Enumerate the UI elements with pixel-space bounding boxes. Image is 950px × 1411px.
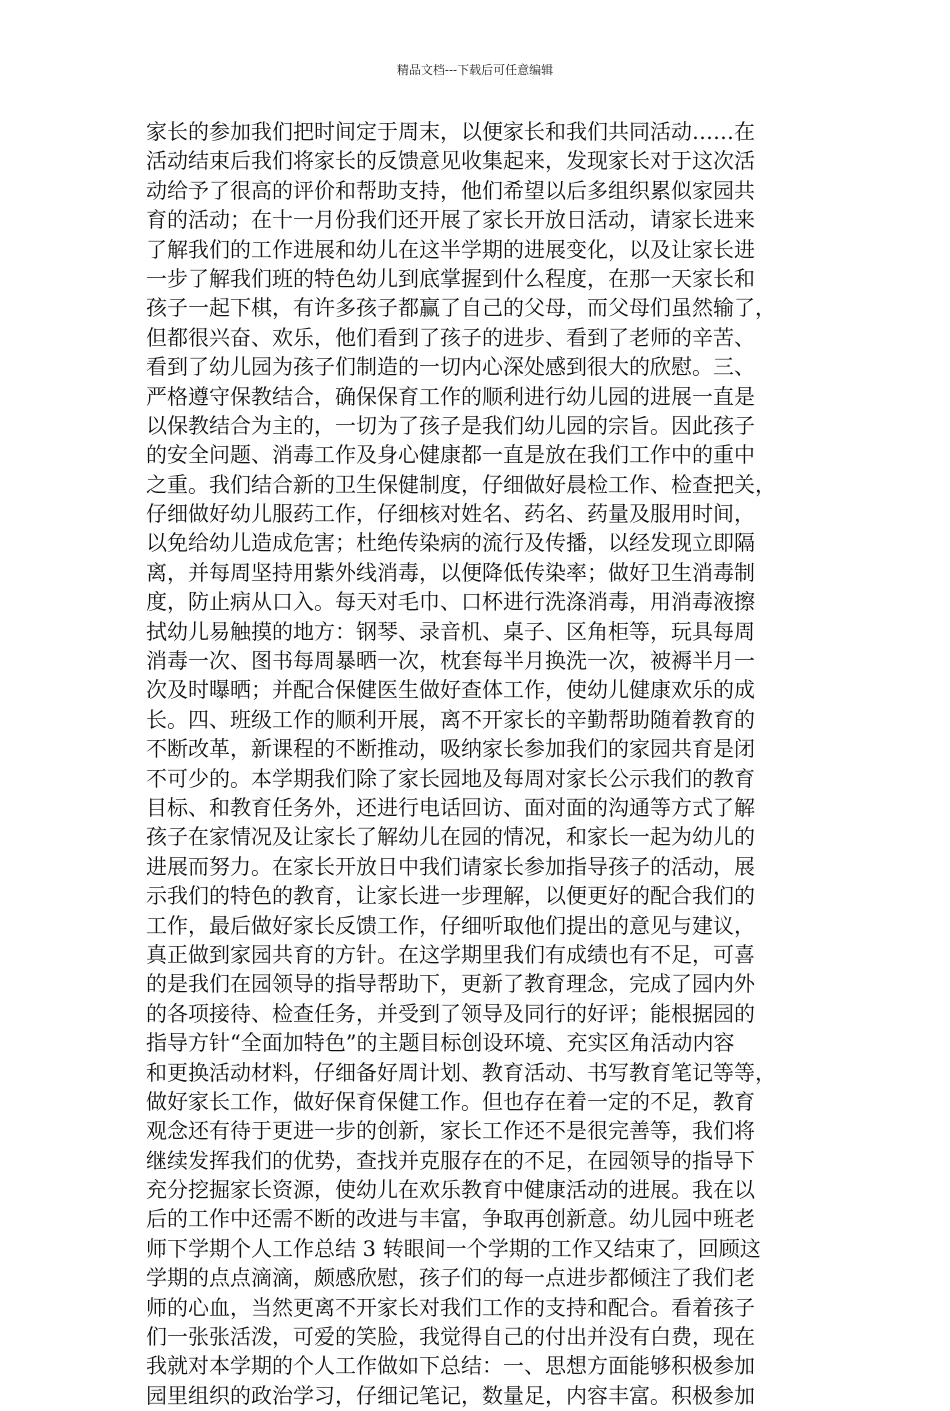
text-line: 育的活动；在十一月份我们还开展了家长开放日活动，请家长进来	[146, 208, 755, 233]
text-line: 的各项接待、检查任务，并受到了领导及同行的好评；能根据园的	[146, 1001, 755, 1026]
text-line: 继续发挥我们的优势，查找并克服存在的不足，在园领导的指导下	[146, 1148, 755, 1173]
text-line: 以保教结合为主的，一切为了孩子是我们幼儿园的宗旨。因此孩子	[146, 413, 755, 438]
text-line: 和更换活动材料，仔细备好周计划、教育活动、书写教育笔记等等，	[146, 1060, 776, 1085]
text-line: 仔细做好幼儿服药工作，仔细核对姓名、药名、药量及服用时间，	[146, 502, 755, 527]
text-line: 度，防止病从口入。每天对毛巾、口杯进行洗涤消毒，用消毒液擦	[146, 590, 755, 615]
text-line: 了解我们的工作进展和幼儿在这半学期的进展变化，以及让家长进	[146, 237, 755, 262]
text-line: 们一张张活泼，可爱的笑脸，我觉得自己的付出并没有白费，现在	[146, 1325, 755, 1350]
text-line: 消毒一次、图书每周暴晒一次，枕套每半月换洗一次，被褥半月一	[146, 649, 755, 674]
text-line: 次及时曝晒；并配合保健医生做好查体工作，使幼儿健康欢乐的成	[146, 678, 755, 703]
text-line: 拭幼儿易触摸的地方：钢琴、录音机、桌子、区角柜等，玩具每周	[146, 619, 755, 644]
text-line: 之重。我们结合新的卫生保健制度，仔细做好晨检工作、检查把关，	[146, 472, 776, 497]
text-line: 示我们的特色的教育，让家长进一步理解，以便更好的配合我们的	[146, 884, 755, 909]
text-line: 的是我们在园领导的指导帮助下，更新了教育理念，完成了园内外	[146, 972, 755, 997]
text-line: 孩子在家情况及让家长了解幼儿在园的情况，和家长一起为幼儿的	[146, 825, 755, 850]
text-line: 活动结束后我们将家长的反馈意见收集起来，发现家长对于这次活	[146, 149, 755, 174]
text-line: 充分挖掘家长资源，使幼儿在欢乐教育中健康活动的进展。我在以	[146, 1178, 755, 1203]
text-line: 进展而努力。在家长开放日中我们请家长参加指导孩子的活动，展	[146, 854, 755, 879]
text-line: 做好家长工作，做好保育保健工作。但也存在着一定的不足，教育	[146, 1089, 755, 1114]
text-line: 离，并每周坚持用紫外线消毒，以便降低传染率；做好卫生消毒制	[146, 560, 755, 585]
text-line: 我就对本学期的个人工作做如下总结：一、思想方面能够积极参加	[146, 1354, 755, 1379]
text-line: 一步了解我们班的特色幼儿到底掌握到什么程度，在那一天家长和	[146, 266, 755, 291]
text-line: 动给予了很高的评价和帮助支持，他们希望以后多组织累似家园共	[146, 178, 755, 203]
text-line: 不断改革，新课程的不断推动，吸纳家长参加我们的家园共育是闭	[146, 737, 755, 762]
text-line: 的安全问题、消毒工作及身心健康都一直是放在我们工作中的重中	[146, 443, 755, 468]
text-line: 师的心血，当然更离不开家长对我们工作的支持和配合。看着孩子	[146, 1295, 755, 1320]
text-line: 真正做到家园共育的方针。在这学期里我们有成绩也有不足，可喜	[146, 942, 755, 967]
text-line: 指导方针“全面加特色”的主题目标创设环境、充实区角活动内容	[146, 1031, 735, 1056]
document-body	[146, 118, 816, 1411]
text-line: 学期的点点滴滴，颇感欣慰，孩子们的每一点进步都倾注了我们老	[146, 1266, 755, 1291]
text-line: 不可少的。本学期我们除了家长园地及每周对家长公示我们的教育	[146, 766, 755, 791]
text-line: 长。四、班级工作的顺利开展，离不开家长的辛勤帮助随着教育的	[146, 707, 755, 732]
text-line: 孩子一起下棋，有许多孩子都赢了自己的父母，而父母们虽然输了，	[146, 296, 776, 321]
text-line: 严格遵守保教结合，确保保育工作的顺利进行幼儿园的进展一直是	[146, 384, 755, 409]
page-header: 精品文档---下载后可任意编辑	[396, 63, 554, 77]
text-line: 家长的参加我们把时间定于周末，以便家长和我们共同活动……在	[146, 120, 755, 144]
text-line: 园里组织的政治学习，仔细记笔记，数量足，内容丰富。积极参加	[146, 1383, 755, 1408]
text-line: 目标、和教育任务外，还进行电话回访、面对面的沟通等方式了解	[146, 795, 755, 820]
text-line: 但都很兴奋、欢乐，他们看到了孩子的进步、看到了老师的辛苦、	[146, 325, 755, 350]
text-line: 后的工作中还需不断的改进与丰富，争取再创新意。幼儿园中班老	[146, 1207, 755, 1232]
text-line: 看到了幼儿园为孩子们制造的一切内心深处感到很大的欣慰。三、	[146, 355, 755, 380]
text-line: 观念还有待于更进一步的创新，家长工作还不是很完善等，我们将	[146, 1119, 755, 1144]
text-line: 工作，最后做好家长反馈工作，仔细听取他们提出的意见与建议，	[146, 913, 755, 938]
text-line: 师下学期个人工作总结 3 转眼间一个学期的工作又结束了，回顾这	[146, 1236, 761, 1261]
text-line: 以免给幼儿造成危害；杜绝传染病的流行及传播，以经发现立即隔	[146, 531, 755, 556]
